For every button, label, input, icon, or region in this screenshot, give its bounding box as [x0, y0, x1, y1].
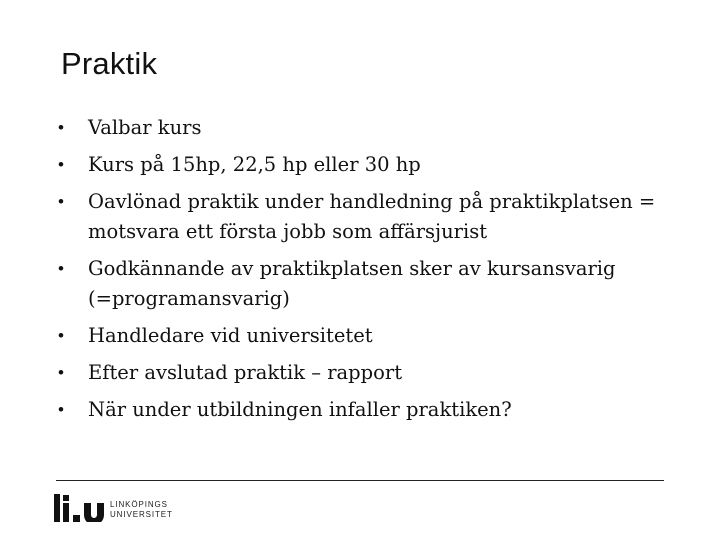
logo-line-2: UNIVERSITET [110, 510, 173, 519]
footer-divider [56, 480, 664, 481]
university-logo [54, 494, 173, 522]
logo-line-1: LINKÖPINGS [110, 500, 168, 509]
bullet-item: • Kurs på 15hp, 22,5 hp eller 30 hp [58, 150, 678, 180]
bullet-item: • Godkännande av praktikplatsen sker av kursansvarig (=programansvarig) [58, 254, 678, 314]
bullet-list [58, 113, 678, 432]
liu-logo-icon [54, 494, 104, 522]
bullet-item: • Valbar kurs [58, 113, 678, 143]
logo-wordmark [110, 500, 173, 522]
bullet-item: • Handledare vid universitetet [58, 321, 678, 351]
bullet-item: • När under utbildningen infaller praktiken? [58, 395, 678, 425]
bullet-item: • Efter avslutad praktik – rapport [58, 358, 678, 388]
bullet-item: • Oavlönad praktik under handledning på praktikplatsen = motsvara ett första jobb som affärsjurist [58, 187, 678, 247]
slide-title: Praktik [61, 46, 158, 81]
